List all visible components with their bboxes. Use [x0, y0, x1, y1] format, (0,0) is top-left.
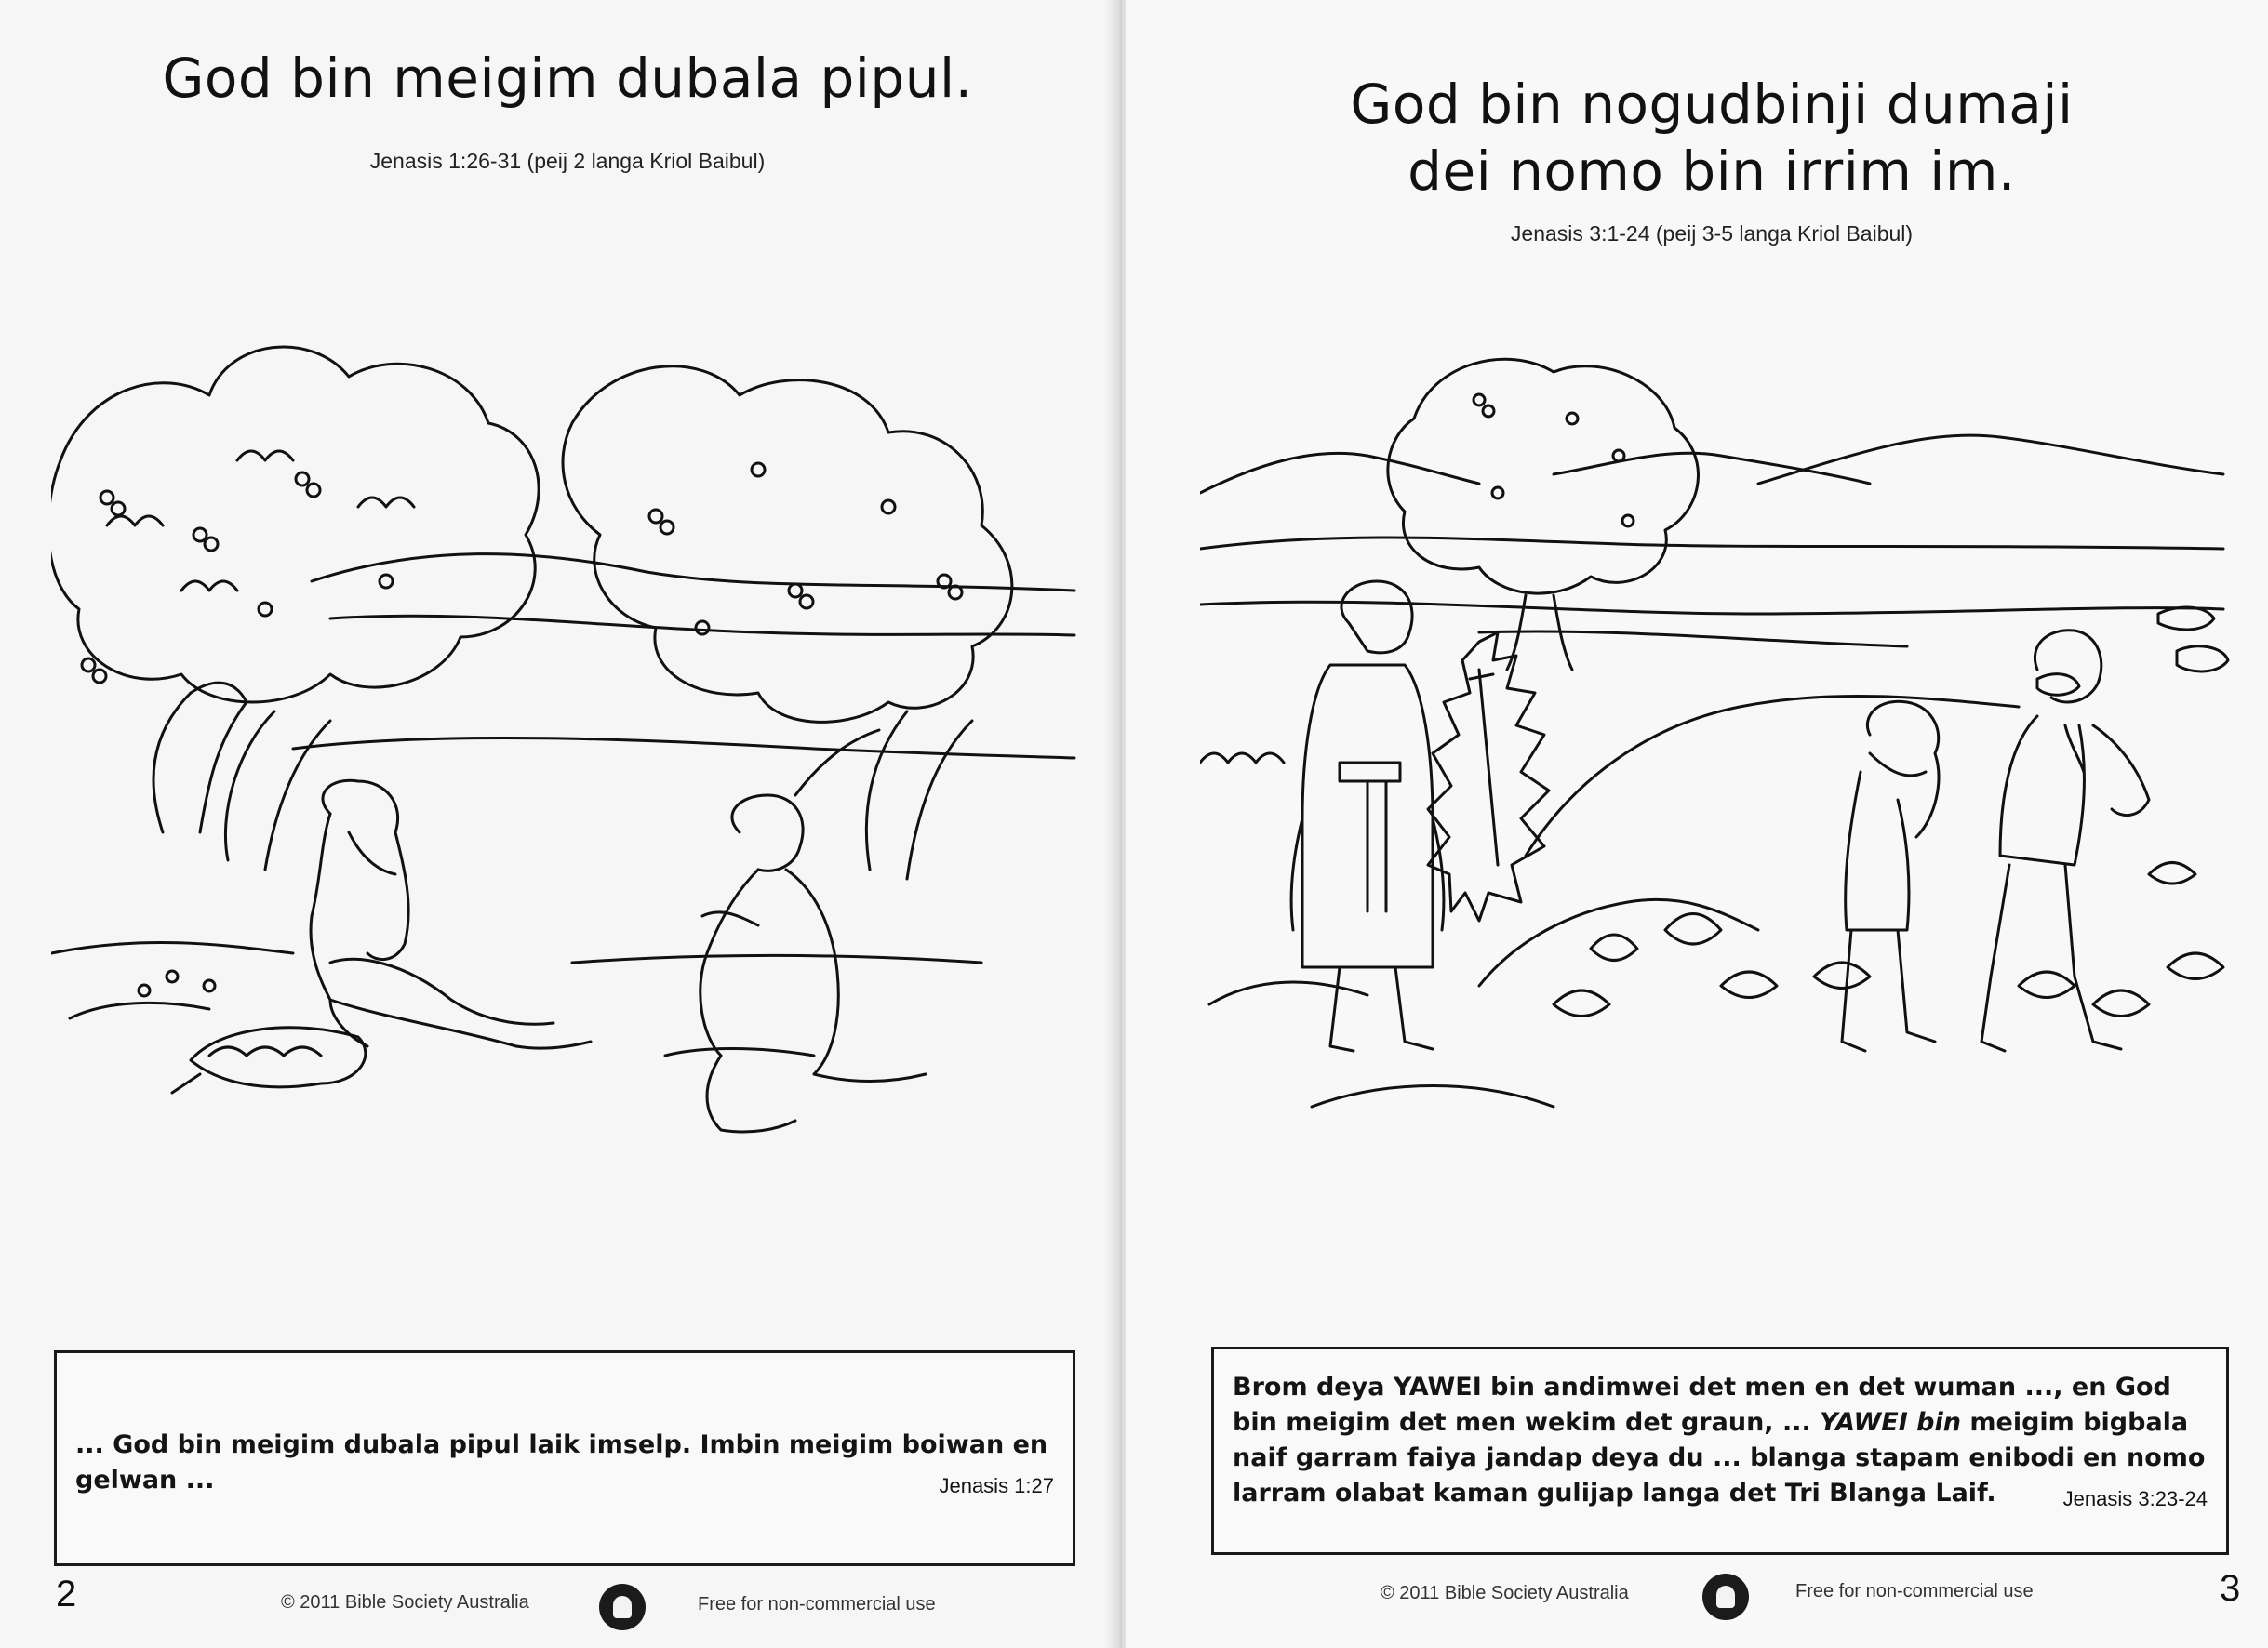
- right-verse-reference: Jenasis 3:23-24: [2062, 1487, 2208, 1510]
- left-verse-text: ... God bin meigim dubala pipul laik imselp. Imbin meigim boiwan en gelwan ...: [75, 1430, 1048, 1495]
- right-page-title-line1: God bin nogudbinji dumaji: [1350, 73, 2074, 136]
- right-license: Free for non-commercial use: [1795, 1581, 2034, 1601]
- left-verse-reference: Jenasis 1:27: [939, 1474, 1054, 1497]
- right-verse-text-italic: YAWEI bin: [1820, 1408, 1961, 1437]
- left-page-number: 2: [56, 1574, 77, 1615]
- right-page-reference: Jenasis 3:1-24 (peij 3-5 langa Kriol Baibul): [1510, 221, 1914, 246]
- right-verse-text-part1: Brom deya YAWEI bin andimwei det men en det wuman ..., en God bin meigim det men wekim det graun, ...: [1233, 1373, 2171, 1437]
- right-page-number: 3: [2220, 1568, 2241, 1609]
- adam-eve-garden-illustration: [51, 312, 1084, 1172]
- eden-expulsion-illustration: [1200, 335, 2242, 1163]
- right-verse-text-part2: meigim bigbala naif garram faiya jandap deya du ... blanga stapam enibodi en nomo larram olabat kaman gulijap langa det Tri Blanga Laif.: [1233, 1408, 2206, 1508]
- left-verse-box: [54, 1350, 1075, 1566]
- left-page-title: God bin meigim dubala pipul.: [162, 47, 973, 110]
- left-license: Free for non-commercial use: [698, 1594, 936, 1615]
- right-page: [1126, 0, 2268, 1648]
- bible-society-logo-icon: [599, 1584, 646, 1630]
- right-page-title-line2: dei nomo bin irrim im.: [1407, 140, 2016, 203]
- left-copyright: © 2011 Bible Society Australia: [281, 1592, 529, 1613]
- right-verse-box: [1211, 1347, 2229, 1555]
- left-page-reference: Jenasis 1:26-31 (peij 2 langa Kriol Baibul): [369, 149, 766, 173]
- right-copyright: © 2011 Bible Society Australia: [1381, 1583, 1629, 1603]
- left-page: [0, 0, 1116, 1648]
- bible-society-logo-icon: [1702, 1574, 1749, 1620]
